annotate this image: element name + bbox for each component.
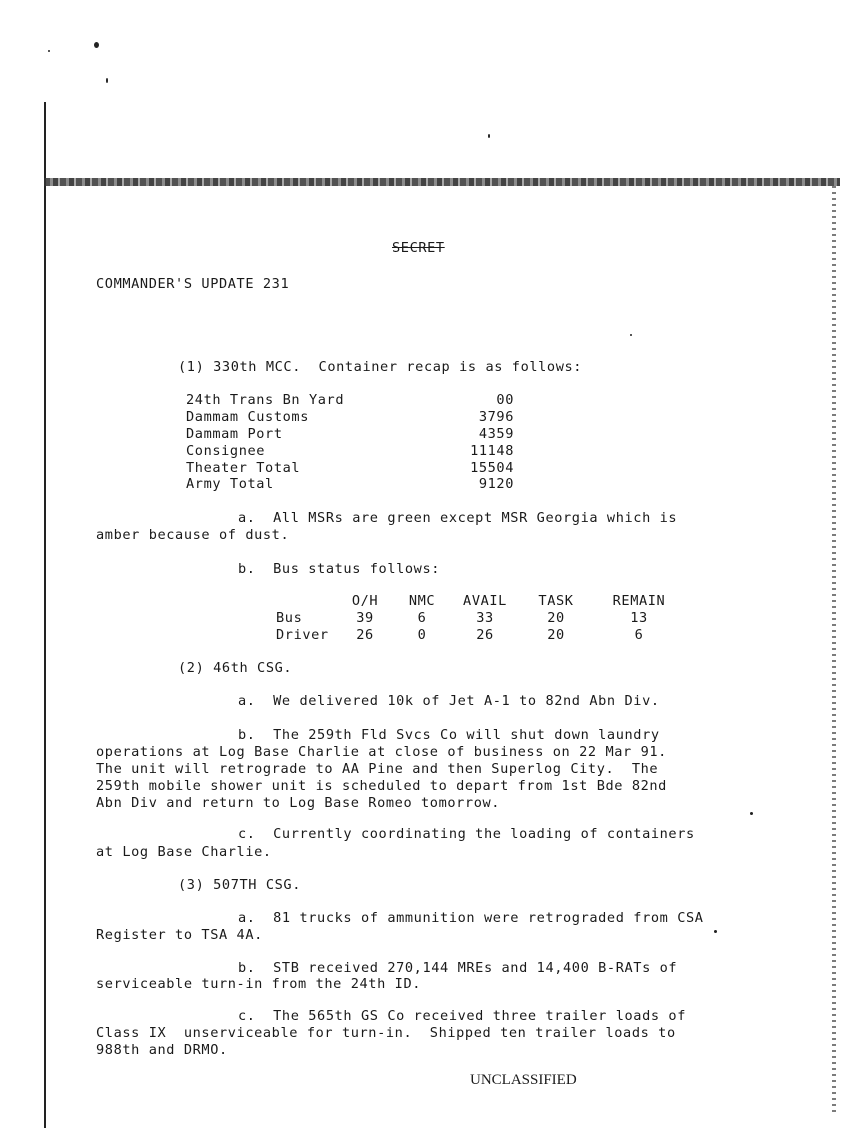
section-3a-line1: a. 81 trucks of ammunition were retrograded from CSA	[238, 910, 704, 926]
scan-separator-band	[44, 178, 840, 186]
recap-label: 24th Trans Bn Yard	[186, 392, 345, 409]
section-2-heading: (2) 46th CSG.	[178, 660, 293, 676]
table-row	[186, 426, 514, 443]
recap-label: Consignee	[186, 442, 266, 459]
scan-speck	[714, 930, 717, 933]
section-1a-line2: amber because of dust.	[96, 527, 290, 543]
recap-value: 4359	[478, 425, 514, 442]
section-3-heading: (3) 507TH CSG.	[178, 877, 301, 893]
table-cell: 26	[476, 626, 494, 643]
table-header	[276, 593, 340, 610]
recap-value: 15504	[470, 459, 514, 476]
table-cell: 6	[634, 626, 644, 643]
recap-label: Army Total	[186, 476, 274, 493]
table-row	[186, 392, 514, 409]
classification-header: SECRET	[392, 240, 445, 256]
section-2b-line1: b. The 259th Fld Svcs Co will shut down laundry	[238, 727, 660, 743]
recap-value: 11148	[470, 442, 514, 459]
section-1b: b. Bus status follows:	[238, 561, 441, 577]
section-2c-line1: c. Currently coordinating the loading of containers	[238, 826, 695, 842]
table-row	[186, 476, 514, 493]
table-header: REMAIN	[612, 593, 666, 610]
section-3c-line1: c. The 565th GS Co received three trailer loads of	[238, 1008, 686, 1024]
row-label: Driver	[276, 626, 329, 643]
table-cell: 26	[356, 626, 374, 643]
section-2b-line4: 259th mobile shower unit is scheduled to depart from 1st Bde 82nd	[96, 778, 667, 794]
section-2b-line5: Abn Div and return to Log Base Romeo tomorrow.	[96, 795, 501, 811]
table-header: AVAIL	[463, 593, 507, 610]
table-cell: 33	[476, 610, 494, 627]
recap-label: Dammam Customs	[186, 409, 309, 426]
table-cell: 13	[630, 610, 648, 627]
bus-status-table	[276, 593, 682, 643]
section-2b-line3: The unit will retrograde to AA Pine and then Superlog City. The	[96, 761, 659, 777]
container-recap-table	[186, 392, 514, 493]
recap-label: Theater Total	[186, 459, 301, 476]
table-header-row	[276, 593, 682, 610]
table-row	[276, 610, 682, 627]
table-cell: 6	[417, 610, 427, 627]
row-label: Bus	[276, 610, 303, 627]
section-2a: a. We delivered 10k of Jet A-1 to 82nd Abn Div.	[238, 693, 660, 709]
section-3c-line2: Class IX unserviceable for turn-in. Shipped ten trailer loads to	[96, 1025, 676, 1041]
section-2c-line2: at Log Base Charlie.	[96, 844, 272, 860]
scan-speck	[630, 334, 632, 336]
scan-speck	[750, 812, 753, 815]
table-row	[186, 442, 514, 459]
scan-speck	[94, 42, 99, 48]
table-row	[276, 627, 682, 644]
table-header: NMC	[408, 593, 436, 610]
scan-speck	[48, 50, 50, 52]
section-1-heading: (1) 330th MCC. Container recap is as follows:	[178, 359, 583, 375]
scan-speck	[488, 134, 490, 138]
footer-classification: UNCLASSIFIED	[470, 1072, 577, 1088]
scan-left-edge	[44, 102, 46, 1128]
recap-value: 00	[496, 392, 514, 409]
table-row	[186, 459, 514, 476]
table-header: TASK	[538, 593, 574, 610]
section-3c-line3: 988th and DRMO.	[96, 1042, 228, 1058]
recap-value: 3796	[478, 409, 514, 426]
table-header: O/H	[351, 593, 379, 610]
recap-value: 9120	[478, 476, 514, 493]
recap-label: Dammam Port	[186, 425, 283, 442]
scan-right-edge	[832, 186, 836, 1116]
section-3b-line1: b. STB received 270,144 MREs and 14,400 B-RATs of	[238, 960, 678, 976]
section-2b-line2: operations at Log Base Charlie at close of business on 22 Mar 91.	[96, 744, 667, 760]
document-title: COMMANDER'S UPDATE 231	[96, 276, 290, 292]
section-1a-line1: a. All MSRs are green except MSR Georgia which is	[238, 510, 678, 526]
table-row	[186, 409, 514, 426]
section-3a-line2: Register to TSA 4A.	[96, 927, 263, 943]
table-cell: 20	[547, 610, 565, 627]
section-3b-line2: serviceable turn-in from the 24th ID.	[96, 976, 422, 992]
table-cell: 20	[547, 626, 565, 643]
scan-speck	[106, 78, 108, 83]
table-cell: 39	[356, 610, 374, 627]
table-cell: 0	[417, 626, 427, 643]
